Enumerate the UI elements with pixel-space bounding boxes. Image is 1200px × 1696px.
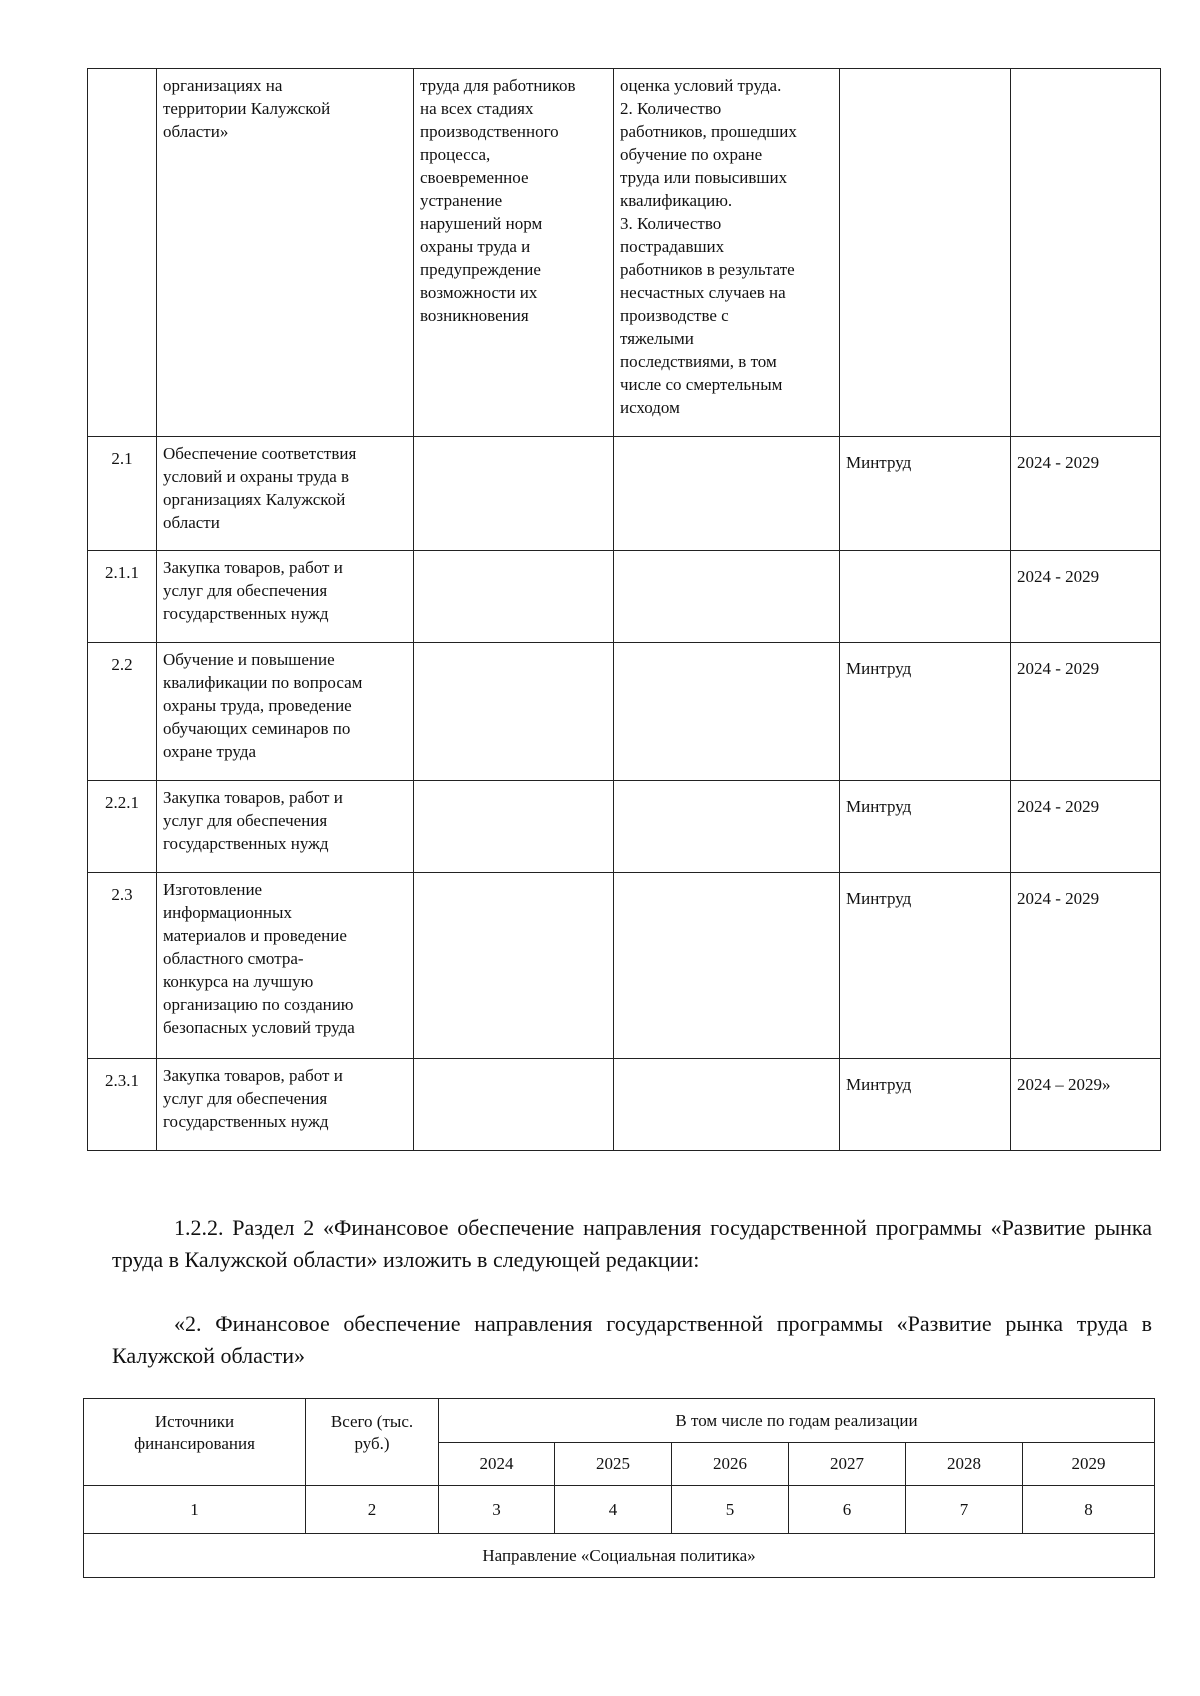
activities-table bbox=[87, 68, 1161, 1151]
row-number: 2.3.1 bbox=[88, 1059, 157, 1151]
header-year: 2026 bbox=[672, 1443, 789, 1486]
column-number: 1 bbox=[84, 1486, 306, 1534]
activity-responsible bbox=[840, 69, 1011, 437]
activity-period: 2024 - 2029 bbox=[1011, 781, 1161, 873]
table-row bbox=[88, 781, 1161, 873]
activity-indicator bbox=[614, 551, 840, 643]
column-number: 7 bbox=[906, 1486, 1023, 1534]
activity-goal: труда для работников на всех стадиях производственного процесса, своевременное устранение нарушений норм охраны труда и предупреждение возможности их возникновения bbox=[414, 69, 614, 437]
activity-goal bbox=[414, 781, 614, 873]
activity-responsible: Минтруд bbox=[840, 643, 1011, 781]
activity-name: организациях на территории Калужской области» bbox=[157, 69, 414, 437]
activity-indicator bbox=[614, 781, 840, 873]
row-number bbox=[88, 69, 157, 437]
paragraph-section-title bbox=[112, 1308, 1152, 1372]
activity-indicator bbox=[614, 1059, 840, 1151]
activity-goal bbox=[414, 643, 614, 781]
activity-name: Закупка товаров, работ и услуг для обеспечения государственных нужд bbox=[157, 1059, 414, 1151]
column-number: 5 bbox=[672, 1486, 789, 1534]
activity-period: 2024 - 2029 bbox=[1011, 643, 1161, 781]
activity-name: Закупка товаров, работ и услуг для обеспечения государственных нужд bbox=[157, 551, 414, 643]
header-year: 2029 bbox=[1023, 1443, 1155, 1486]
direction-label: Направление «Социальная политика» bbox=[84, 1534, 1155, 1578]
header-year: 2027 bbox=[789, 1443, 906, 1486]
table-row bbox=[88, 551, 1161, 643]
activity-name: Закупка товаров, работ и услуг для обеспечения государственных нужд bbox=[157, 781, 414, 873]
activity-name: Обеспечение соответствия условий и охраны труда в организациях Калужской области bbox=[157, 437, 414, 551]
header-year: 2028 bbox=[906, 1443, 1023, 1486]
activity-responsible: Минтруд bbox=[840, 437, 1011, 551]
table-row bbox=[88, 643, 1161, 781]
row-number: 2.2.1 bbox=[88, 781, 157, 873]
activity-period: 2024 - 2029 bbox=[1011, 551, 1161, 643]
paragraph-amendment bbox=[112, 1212, 1152, 1276]
table-row bbox=[88, 1059, 1161, 1151]
column-number: 4 bbox=[555, 1486, 672, 1534]
activity-period: 2024 - 2029 bbox=[1011, 437, 1161, 551]
activity-name: Обучение и повышение квалификации по вопросам охраны труда, проведение обучающих семинаров по охране труда bbox=[157, 643, 414, 781]
column-number: 8 bbox=[1023, 1486, 1155, 1534]
table-row bbox=[88, 873, 1161, 1059]
row-number: 2.3 bbox=[88, 873, 157, 1059]
row-number: 2.1 bbox=[88, 437, 157, 551]
activity-indicator: оценка условий труда. 2. Количество работников, прошедших обучение по охране труда или повысивших квалификацию. 3. Количество пострадавших работников в результате несчастных случаев на производстве с тяжелыми последствиями, в том числе со смертельным исходом bbox=[614, 69, 840, 437]
direction-row bbox=[84, 1534, 1155, 1578]
activity-responsible: Минтруд bbox=[840, 1059, 1011, 1151]
activity-goal bbox=[414, 1059, 614, 1151]
financing-table bbox=[83, 1398, 1155, 1578]
column-number: 6 bbox=[789, 1486, 906, 1534]
activity-name: Изготовление информационных материалов и проведение областного смотра- конкурса на лучшую организацию по созданию безопасных условий труда bbox=[157, 873, 414, 1059]
activity-goal bbox=[414, 551, 614, 643]
row-number: 2.2 bbox=[88, 643, 157, 781]
header-year: 2024 bbox=[439, 1443, 555, 1486]
activity-period: 2024 - 2029 bbox=[1011, 873, 1161, 1059]
column-number-row bbox=[84, 1486, 1155, 1534]
header-years-group: В том числе по годам реализации bbox=[439, 1399, 1155, 1443]
column-number: 2 bbox=[306, 1486, 439, 1534]
header-sources: Источники финансирования bbox=[84, 1399, 306, 1486]
header-year: 2025 bbox=[555, 1443, 672, 1486]
table-row bbox=[88, 69, 1161, 437]
activity-indicator bbox=[614, 437, 840, 551]
paragraph-text: «2. Финансовое обеспечение направления государственной программы «Развитие рынка труда в Калужской области» bbox=[112, 1311, 1152, 1368]
header-total: Всего (тыс. руб.) bbox=[306, 1399, 439, 1486]
column-number: 3 bbox=[439, 1486, 555, 1534]
activity-indicator bbox=[614, 873, 840, 1059]
activity-goal bbox=[414, 437, 614, 551]
activity-responsible: Минтруд bbox=[840, 873, 1011, 1059]
activity-period bbox=[1011, 69, 1161, 437]
table-row bbox=[88, 437, 1161, 551]
activity-responsible: Минтруд bbox=[840, 781, 1011, 873]
row-number: 2.1.1 bbox=[88, 551, 157, 643]
activity-period: 2024 – 2029» bbox=[1011, 1059, 1161, 1151]
activity-responsible bbox=[840, 551, 1011, 643]
activity-indicator bbox=[614, 643, 840, 781]
activity-goal bbox=[414, 873, 614, 1059]
table-header-row bbox=[84, 1399, 1155, 1443]
paragraph-text: 1.2.2. Раздел 2 «Финансовое обеспечение направления государственной программы «Развитие рынка труда в Калужской области» изложить в следующей редакции: bbox=[112, 1215, 1152, 1272]
